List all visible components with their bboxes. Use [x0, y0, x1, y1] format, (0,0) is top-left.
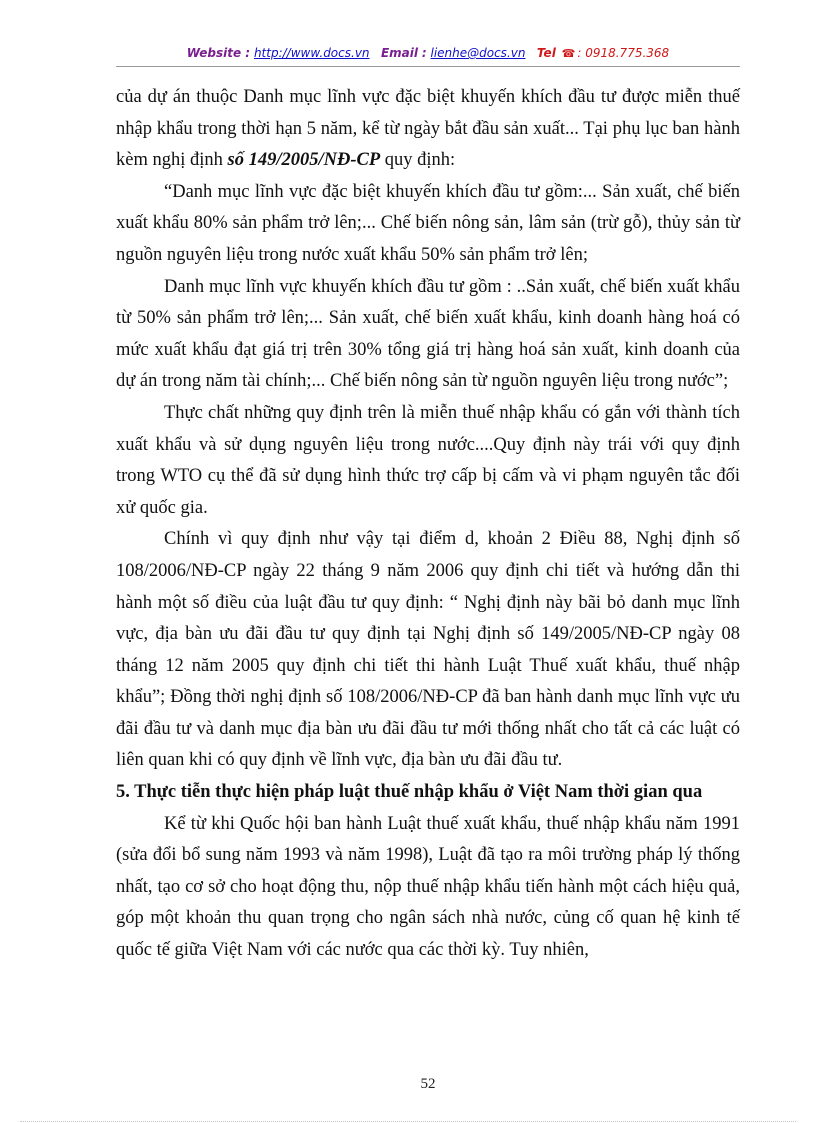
document-body — [116, 82, 740, 967]
email-label: Email — [380, 46, 419, 60]
phone-number: : 0918.775.368 — [577, 46, 670, 60]
page-header — [116, 46, 740, 66]
footer-divider — [20, 1121, 796, 1122]
paragraph-2: “Danh mục lĩnh vực đặc biệt khuyến khích đầu tư gồm:... Sản xuất, chế biến xuất khẩu 80% sản phẩm trở lên;... Chế biến nông sản, lâm sản (trừ gỗ), thủy sản từ nguồn nguyên liệu trong nước xuất khẩu 50% sản phẩm trở lên; — [116, 181, 740, 265]
page-number: 52 — [420, 1076, 436, 1092]
decree-reference: số 149/2005/NĐ-CP — [227, 150, 381, 171]
paragraph-1-tail: quy định: — [380, 150, 456, 171]
email-link[interactable]: lienhe@docs.vn — [430, 46, 526, 60]
email-separator: : — [421, 46, 427, 60]
website-link[interactable]: http://www.docs.vn — [253, 46, 370, 60]
website-label: Website : — [186, 46, 251, 60]
tel-label: Tel — [536, 46, 556, 60]
paragraph-4: Thực chất những quy định trên là miễn thuế nhập khẩu có gắn với thành tích xuất khẩu và sử dụng nguyên liệu trong nước....Quy định này trái với quy định trong WTO cụ thể đã sử dụng hình thức trợ cấp bị cấm và vi phạm nguyên tắc đối xử quốc gia. — [116, 402, 740, 518]
header-divider — [116, 66, 740, 67]
telephone-icon: ☎ — [561, 47, 576, 60]
section-heading: 5. Thực tiễn thực hiện pháp luật thuế nhập khẩu ở Việt Nam thời gian qua — [116, 782, 703, 803]
paragraph-1-text: của dự án thuộc Danh mục lĩnh vực đặc biệt khuyến khích đầu tư được miễn thuế nhập khẩu trong thời hạn 5 năm, kể từ ngày bắt đầu sản xuất... Tại phụ lục ban hành kèm nghị định — [116, 87, 740, 171]
paragraph-6: Kể từ khi Quốc hội ban hành Luật thuế xuất khẩu, thuế nhập khẩu năm 1991 (sửa đổi bổ sung năm 1993 và năm 1998), Luật đã tạo ra môi trường pháp lý thống nhất, tạo cơ sở cho hoạt động thu, nộp thuế nhập khẩu tiến hành một cách hiệu quả, góp một khoản thu quan trọng cho ngân sách nhà nước, củng cố quan hệ kinh tế quốc tế giữa Việt Nam với các nước qua các thời kỳ. Tuy nhiên, — [116, 813, 740, 961]
paragraph-5: Chính vì quy định như vậy tại điểm d, khoản 2 Điều 88, Nghị định số 108/2006/NĐ-CP ngày 22 tháng 9 năm 2006 quy định chi tiết và hướng dẫn thi hành một số điều của luật đầu tư quy định: “ Nghị định này bãi bỏ danh mục lĩnh vực, địa bàn ưu đãi đầu tư quy định tại Nghị định số 149/2005/NĐ-CP ngày 08 tháng 12 năm 2005 quy định chi tiết thi hành Luật Thuế xuất khẩu, thuế nhập khẩu”; Đồng thời nghị định số 108/2006/NĐ-CP đã ban hành danh mục lĩnh vực ưu đãi đầu tư và danh mục địa bàn ưu đãi đầu tư mới thống nhất cho tất cả các luật có liên quan khi có quy định về lĩnh vực, địa bàn ưu đãi đầu tư. — [116, 529, 740, 771]
paragraph-3: Danh mục lĩnh vực khuyến khích đầu tư gồm : ..Sản xuất, chế biến xuất khẩu từ 50% sản phẩm trở lên;... Sản xuất, chế biến xuất khẩu, kinh doanh hàng hoá có mức xuất khẩu đạt giá trị trên 30% tổng giá trị hàng hoá sản xuất, kinh doanh của dự án trong năm tài chính;... Chế biến nông sản từ nguồn nguyên liệu trong nước”; — [116, 276, 740, 392]
paragraph-1 — [116, 82, 740, 177]
